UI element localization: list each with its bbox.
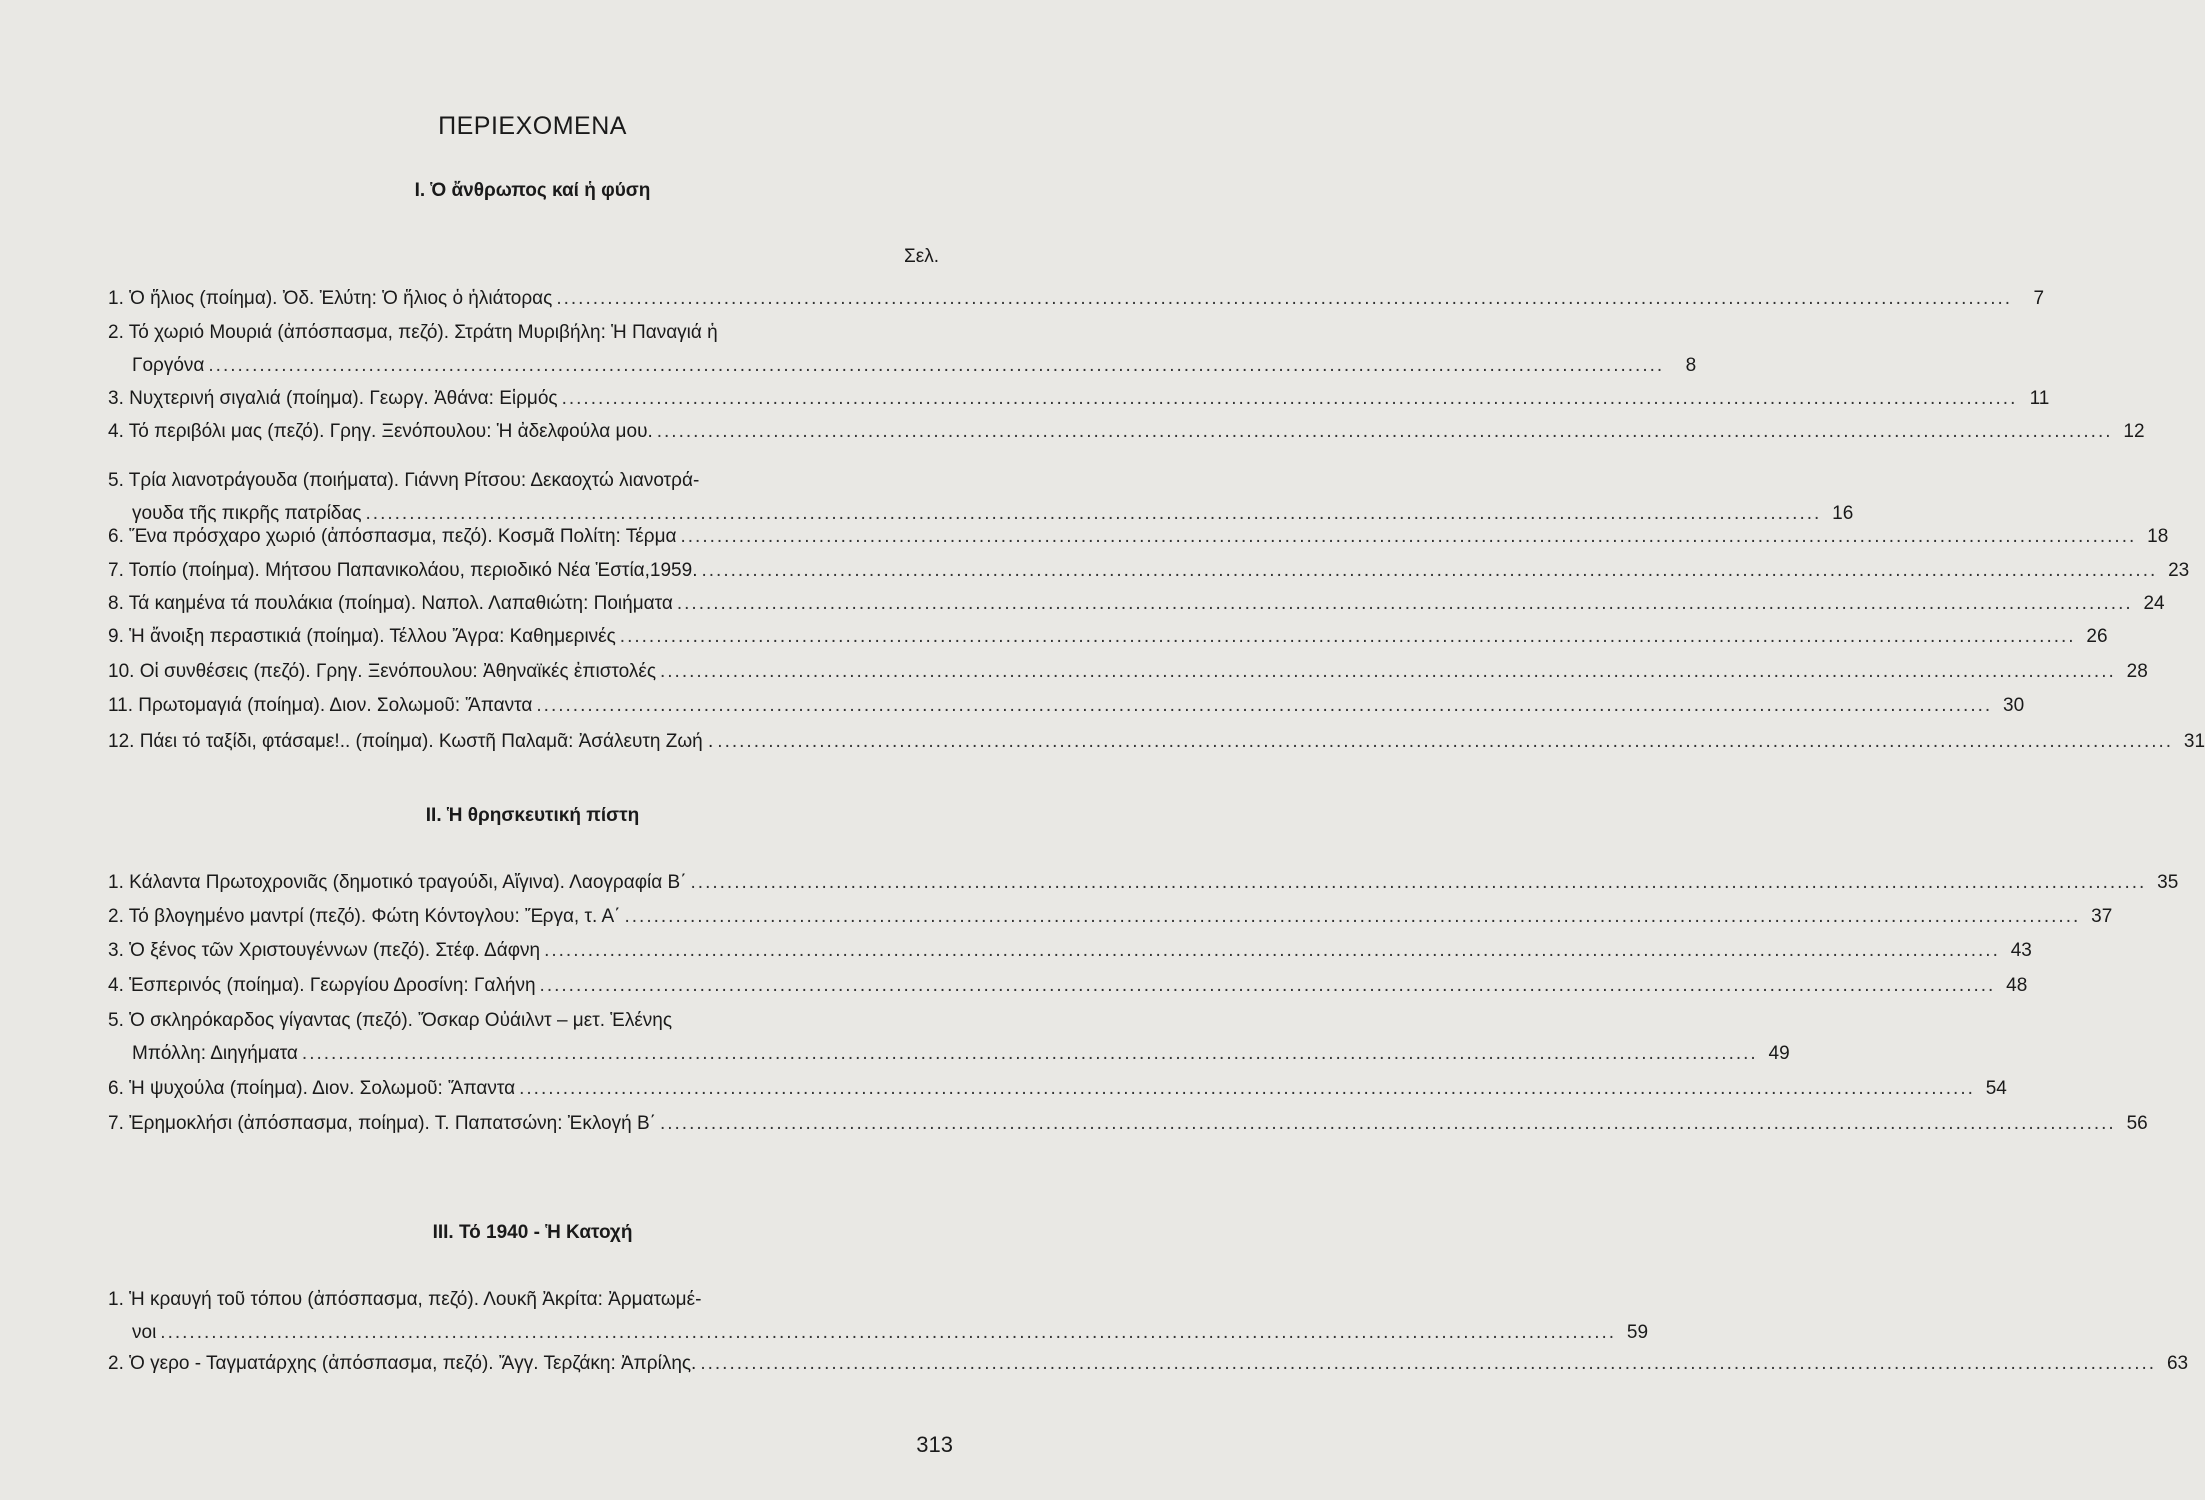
leader-dots: ........................................................................................................................................................................................................: [160, 1322, 1617, 1343]
toc-entry: [108, 1347, 2189, 1380]
toc-entry-text: 1. Ἡ κραυγή τοῦ τόπου (ἀπόσπασμα, πεζό). Λουκῆ Ἀκρίτα: Ἀρματωμέ-: [108, 1289, 702, 1310]
toc-page-number: 63: [2166, 1353, 2189, 1374]
toc-entry-text: γουδα τῆς πικρῆς πατρίδας: [132, 503, 362, 524]
toc-entry-text: 3. Νυχτερινή σιγαλιά (ποίημα). Γεωργ. Ἀθάνα: Εἱρμός: [108, 388, 558, 409]
toc-page-number: 54: [1985, 1078, 2007, 1099]
toc-entry-text: Μπόλλη: Διηγήματα: [132, 1043, 298, 1064]
toc-entry-text: νοι: [132, 1322, 157, 1343]
toc-entry: [108, 900, 2113, 933]
toc-entry-text: 6. Ἡ ψυχούλα (ποίημα). Διον. Σολωμοῦ: Ἅπαντα: [108, 1078, 516, 1099]
leader-dots: ........................................................................................................................................................................................................: [659, 1113, 2116, 1134]
page-number: 313: [916, 1432, 953, 1457]
toc-entry-text: 8. Τά καημένα τά πουλάκια (ποίημα). Ναπολ. Λαπαθιώτη: Ποιήματα: [108, 593, 673, 614]
toc-entry-text: 1. Ὁ ἥλιος (ποίημα). Ὀδ. Ἐλύτη: Ὁ ἥλιος ὁ ἡλιάτορας: [108, 288, 553, 309]
toc-entry: [108, 969, 2028, 1002]
leader-dots: ........................................................................................................................................................................................................: [301, 1043, 1758, 1064]
toc-page-number: 23: [2168, 560, 2190, 581]
toc-entry: [108, 587, 2165, 620]
toc-page-number: 11: [2029, 388, 2050, 409]
toc-page-number: 26: [2086, 626, 2108, 647]
toc-entry-text: 10. Οἱ συνθέσεις (πεζό). Γρηγ. Ξενόπουλου: Ἀθηναϊκές ἐπιστολές: [108, 661, 656, 682]
toc-entry-text: 2. Ὁ γερο - Ταγματάρχης (ἀπόσπασμα, πεζό). Ἄγγ. Τερζάκη: Ἀπρίλης.: [108, 1353, 697, 1374]
toc-entry: [108, 1107, 2148, 1140]
toc-entry-text: 7. Ἐρημοκλήσι (ἀπόσπασμα, ποίημα). Τ. Παπατσώνη: Ἐκλογή Β΄: [108, 1113, 656, 1134]
toc-entry: [108, 655, 2148, 688]
leader-dots: ........................................................................................................................................................................................................: [208, 355, 1665, 376]
toc-page-number: 31: [2183, 731, 2205, 752]
section-heading: II. Ἡ θρησκευτική πίστη: [425, 805, 640, 826]
leader-dots: ........................................................................................................................................................................................................: [676, 593, 2133, 614]
leader-dots: ........................................................................................................................................................................................................: [539, 975, 1996, 996]
toc-entry-text: 3. Ὁ ξένος τῶν Χριστουγέννων (πεζό). Στέφ. Δάφνη: [108, 940, 541, 961]
leader-dots: ........................................................................................................................................................................................................: [556, 288, 2013, 309]
leader-dots: ........................................................................................................................................................................................................: [660, 661, 2116, 682]
leader-dots: ........................................................................................................................................................................................................: [561, 388, 2018, 409]
leader-dots: ........................................................................................................................................................................................................: [519, 1078, 1975, 1099]
toc-entry-text: 2. Τό βλογημένο μαντρί (πεζό). Φώτη Κόντογλου: Ἔργα, τ. Α΄: [108, 906, 621, 927]
leader-dots: ........................................................................................................................................................................................................: [624, 906, 2081, 927]
page-title: ΠΕΡΙΕΧΟΜΕΝΑ: [438, 112, 627, 140]
toc-entry: [108, 725, 2205, 758]
toc-entry-text: 12. Πάει τό ταξίδι, φτάσαμε!.. (ποίημα). Κωστῆ Παλαμᾶ: Ἀσάλευτη Ζωή .: [108, 731, 714, 752]
toc-entry: [108, 934, 2032, 967]
toc-page-number: 59: [1626, 1322, 1649, 1343]
toc-entry: [108, 415, 2145, 448]
toc-page-number: 35: [2157, 872, 2179, 893]
leader-dots: ........................................................................................................................................................................................................: [717, 731, 2174, 752]
toc-entry: [108, 1072, 2007, 1105]
toc-entry: [108, 520, 2169, 553]
toc-page-number: 7: [2033, 288, 2045, 309]
leader-dots: ........................................................................................................................................................................................................: [656, 421, 2113, 442]
toc-entry-text: 9. Ἡ ἄνοιξη περαστικιά (ποίημα). Τέλλου Ἄγρα: Καθημερινές: [108, 626, 616, 647]
leader-dots: ........................................................................................................................................................................................................: [544, 940, 2000, 961]
toc-page-number: 48: [2006, 975, 2028, 996]
section-heading: I. Ὁ ἄνθρωπος καί ἡ φύση: [414, 180, 651, 201]
toc-page-number: 37: [2091, 906, 2113, 927]
toc-page-number: 18: [2147, 526, 2169, 547]
toc-page-number: 49: [1768, 1043, 1790, 1064]
toc-page-number: 28: [2126, 661, 2148, 682]
toc-page-number: 56: [2126, 1113, 2148, 1134]
toc-entry-text: 1. Κάλαντα Πρωτοχρονιᾶς (δημοτικό τραγούδι, Αἴγινα). Λαογραφία Β΄: [108, 872, 687, 893]
toc-page-number: 24: [2143, 593, 2165, 614]
toc-page-number: 8: [1685, 355, 1697, 376]
toc-entry-text: 6. Ἕνα πρόσχαρο χωριό (ἀπόσπασμα, πεζό). Κοσμᾶ Πολίτη: Τέρμα: [108, 526, 677, 547]
leader-dots: ........................................................................................................................................................................................................: [690, 872, 2147, 893]
toc-entry: [108, 282, 2045, 315]
leader-dots: ........................................................................................................................................................................................................: [365, 503, 1822, 524]
toc-page-number: 43: [2010, 940, 2032, 961]
page-column-label: Σελ.: [904, 246, 939, 267]
leader-dots: ........................................................................................................................................................................................................: [700, 1353, 2157, 1374]
toc-entry: [108, 620, 2108, 653]
toc-entry-text: 5. Ὁ σκληρόκαρδος γίγαντας (πεζό). Ὄσκαρ Οὐάιλντ – μετ. Ἑλένης: [108, 1010, 673, 1031]
toc-entry-text: 11. Πρωτομαγιά (ποίημα). Διον. Σολωμοῦ: Ἅπαντα: [108, 695, 533, 716]
toc-entry-text: 7. Τοπίο (ποίημα). Μήτσου Παπανικολάου, περιοδικό Νέα Ἑστία,1959.: [108, 560, 698, 581]
leader-dots: ........................................................................................................................................................................................................: [536, 695, 1993, 716]
toc-entry-text: 4. Τό περιβόλι μας (πεζό). Γρηγ. Ξενόπουλου: Ἡ ἀδελφούλα μου.: [108, 421, 653, 442]
toc-page-number: 30: [2003, 695, 2025, 716]
toc-entry-text: 4. Ἑσπερινός (ποίημα). Γεωργίου Δροσίνη: Γαλήνη: [108, 975, 536, 996]
leader-dots: ........................................................................................................................................................................................................: [680, 526, 2137, 547]
toc-entry: [108, 554, 2190, 587]
toc-entry: [108, 866, 2179, 899]
toc-entry: [108, 316, 1697, 382]
toc-entry: [108, 689, 2025, 722]
toc-entry-text: 5. Τρία λιανοτράγουδα (ποιήματα). Γιάννη Ρίτσου: Δεκαοχτώ λιανοτρά-: [108, 470, 700, 491]
toc-entry: [108, 1283, 1649, 1349]
toc-entry-text: Γοργόνα: [132, 355, 205, 376]
toc-entry: [108, 382, 2050, 415]
section-heading: III. Τό 1940 - Ἡ Κατοχή: [432, 1222, 633, 1243]
toc-page-number: 12: [2123, 421, 2145, 442]
toc-page-number: 16: [1832, 503, 1854, 524]
toc-entry-text: 2. Τό χωριό Μουριά (ἀπόσπασμα, πεζό). Στράτη Μυριβήλη: Ἡ Παναγιά ἡ: [108, 322, 718, 343]
leader-dots: ........................................................................................................................................................................................................: [619, 626, 2076, 647]
leader-dots: ........................................................................................................................................................................................................: [701, 560, 2158, 581]
toc-entry: [108, 1004, 1790, 1070]
